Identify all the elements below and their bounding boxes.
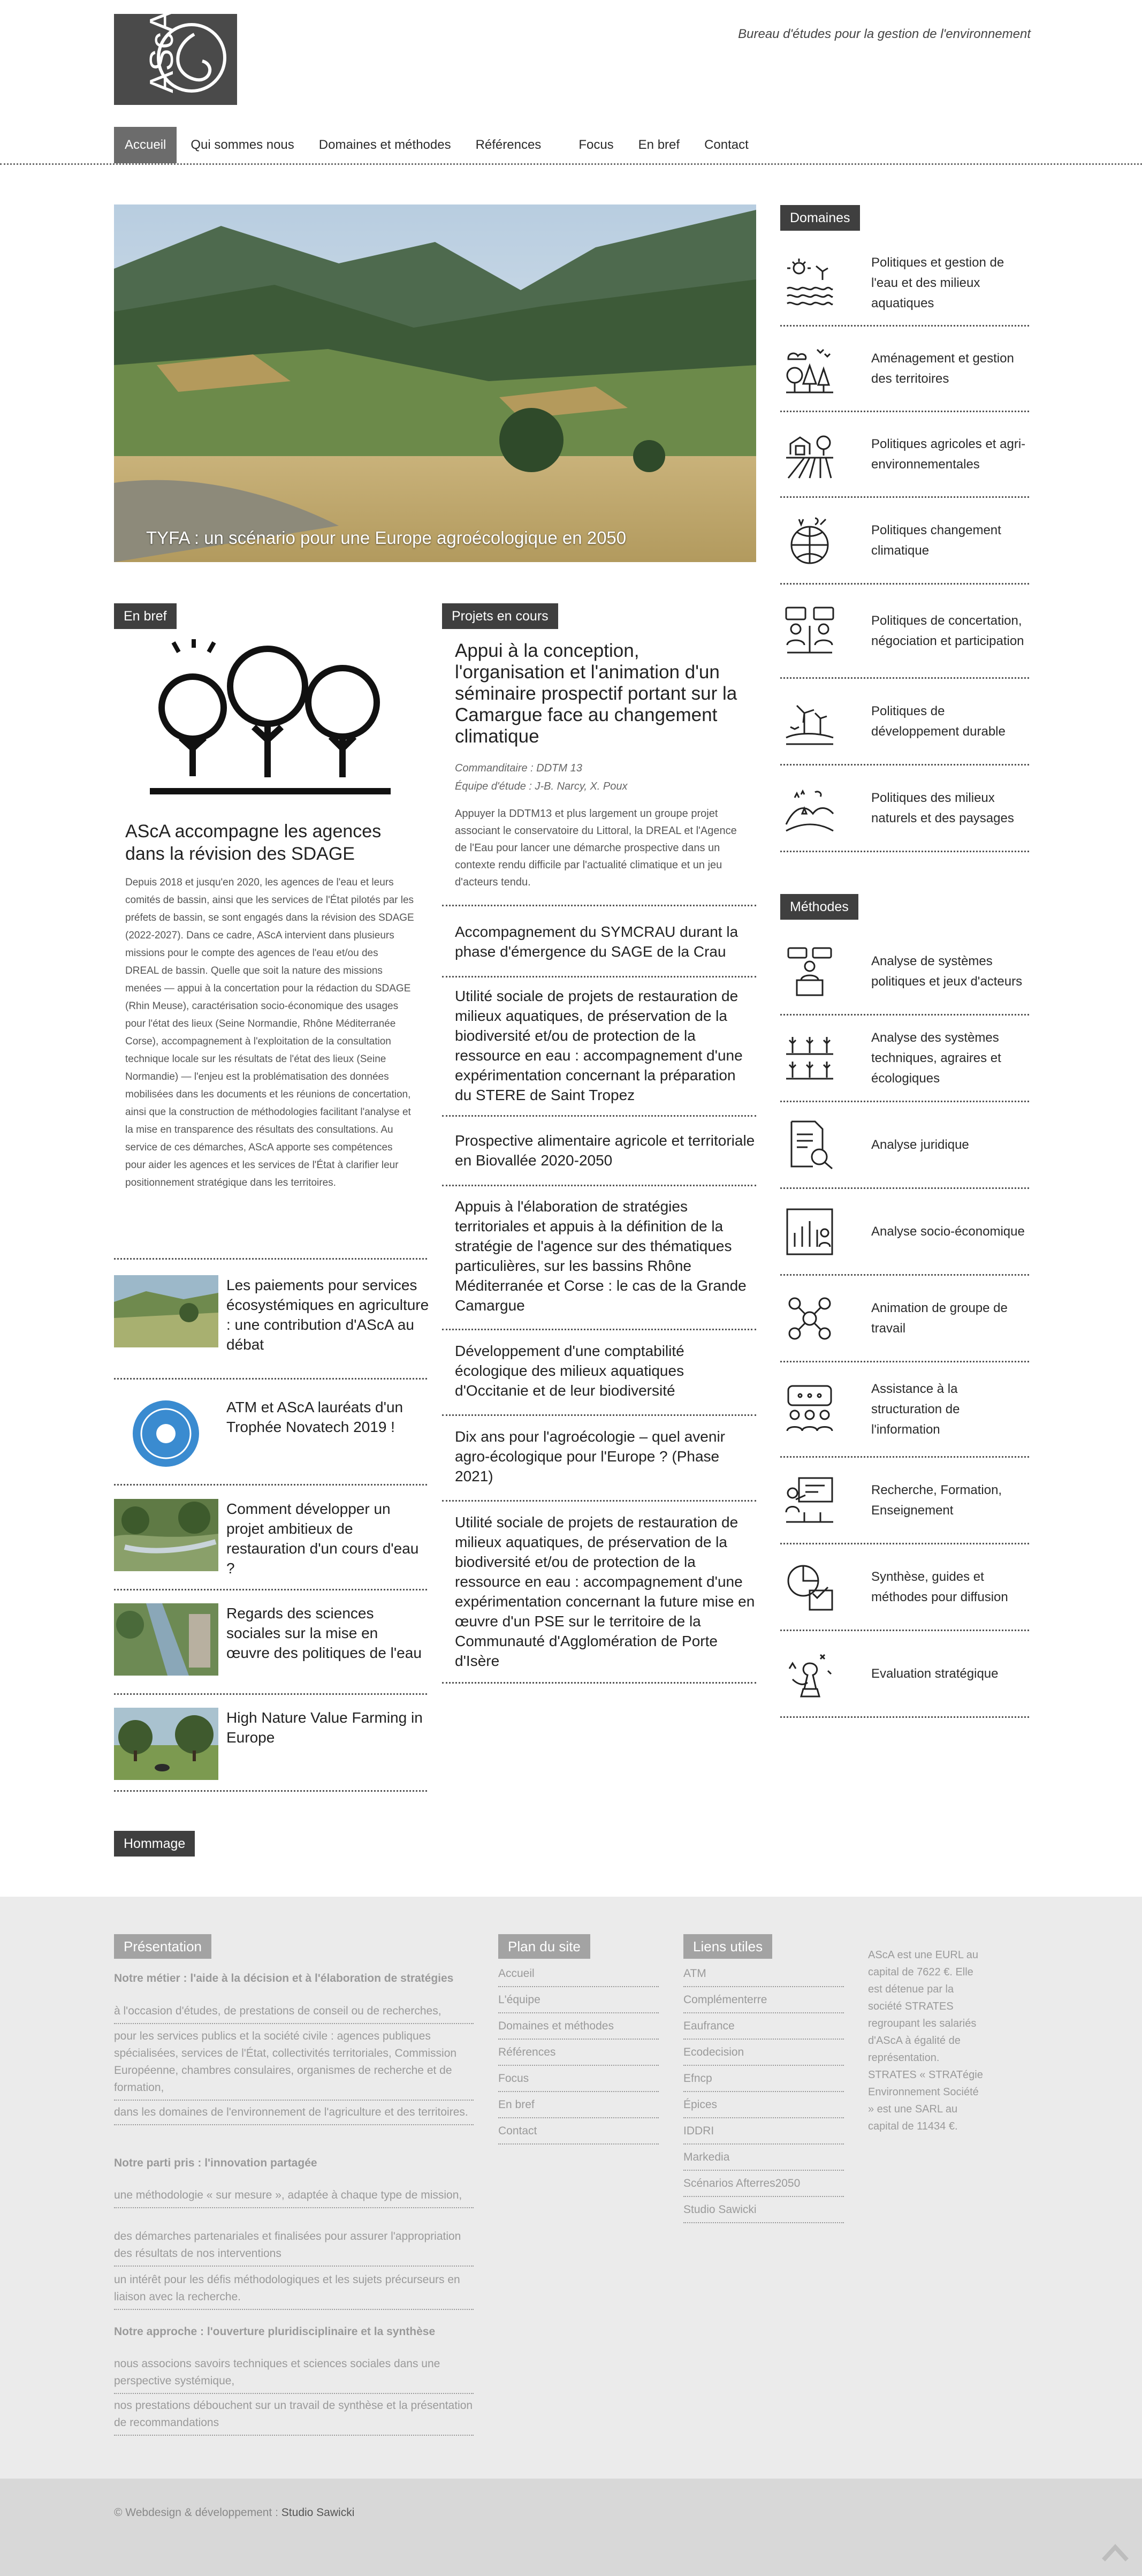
- divider: [114, 1790, 427, 1792]
- novatech-badge-thumbnail: [114, 1397, 218, 1469]
- divider: [114, 1484, 427, 1486]
- chevron-up-icon[interactable]: [1100, 2542, 1130, 2563]
- presentation-line: des démarches partenariales et finalisées pour assurer l'appropriation des résultats de nos interventions: [114, 2228, 474, 2267]
- domaine-label[interactable]: Politiques de développement durable: [871, 703, 1006, 739]
- projet-item[interactable]: Dix ans pour l'agroécologie – quel avenir agro-écologique pour l'Europe ? (Phase 2021): [442, 1427, 756, 1502]
- credit: [114, 2506, 354, 2519]
- nav-item-references[interactable]: Références: [475, 138, 542, 152]
- presentation-line: un intérêt pour les défis méthodologiques et les sujets précurseurs en liaison avec la recherche.: [114, 2271, 474, 2310]
- presentation-line: Notre parti pris : l'innovation partagée: [114, 2157, 317, 2169]
- liens-link[interactable]: ATM: [683, 1961, 844, 1987]
- network-people-icon: [780, 1286, 839, 1351]
- methode-item-socio-economique[interactable]: [780, 1189, 1029, 1276]
- chess-strategy-icon: [780, 1642, 839, 1706]
- methode-label[interactable]: Analyse socio-économique: [871, 1224, 1025, 1239]
- domaine-item-milieux-naturels[interactable]: [780, 766, 1029, 852]
- bar-chart-person-icon: [780, 1200, 839, 1264]
- domaine-label[interactable]: Politiques changement climatique: [871, 522, 1001, 558]
- projet-feature-body: Appuyer la DDTM13 et plus largement un groupe projet associant le conservatoire du Littoral, la DREAL et l'Agence de l'Eau pour lancer une démarche prospective dans un contexte rendu difficile par l'actualité climatique et un jeu d'acteurs tendu.: [455, 808, 737, 888]
- nav-item-contact[interactable]: Contact: [704, 138, 749, 152]
- domaine-item-agricoles[interactable]: [780, 412, 1029, 498]
- hommage-heading[interactable]: Hommage: [114, 1831, 195, 1857]
- liens-link[interactable]: Markedia: [683, 2145, 844, 2171]
- presentation-line: à l'occasion d'études, de prestations de conseil ou de recherches,: [114, 2003, 474, 2024]
- liens-link[interactable]: Efncp: [683, 2066, 844, 2092]
- news-item[interactable]: [114, 1275, 427, 1361]
- presentation-line: nos prestations débouchent sur un travail de synthèse et la présentation de recommandations: [114, 2397, 474, 2436]
- projets-heading: Projets en cours: [442, 603, 558, 629]
- footer-plan-heading: Plan du site: [498, 1934, 590, 1959]
- liens-link[interactable]: Complémenterre: [683, 1988, 844, 2013]
- main-nav: [114, 127, 763, 163]
- methode-item-systemes-politiques[interactable]: [780, 929, 1029, 1016]
- nav-item-accueil[interactable]: Accueil: [114, 127, 177, 163]
- plan-link-contact[interactable]: Contact: [498, 2119, 659, 2145]
- presentation-line: Notre métier : l'aide à la décision et à l'élaboration de stratégies: [114, 1972, 454, 1984]
- trees-landscape-icon: [780, 337, 839, 401]
- tagline: Bureau d'études pour la gestion de l'environnement: [738, 27, 1031, 41]
- liens-link[interactable]: Scénarios Afterres2050: [683, 2171, 844, 2197]
- news-title[interactable]: ATM et AScA lauréats d'un Trophée Novatech 2019 !: [226, 1399, 403, 1435]
- legal-note: AScA est une EURL au capital de 7622 €. Elle est détenue par la société STRATES regroupant les salariés d'AScA à égalité de représentation. STRATES « STRATégie Environnement Société » est une SARL au capital de 11434 €.: [868, 1949, 983, 2132]
- wind-energy-icon: [780, 690, 839, 754]
- nav-item-en-bref[interactable]: En bref: [638, 138, 680, 152]
- en-bref-feature-body: Depuis 2018 et jusqu'en 2020, les agences de l'eau et leurs comités de bassin, ainsi que les services de l'État pilotés par les préfets de bassin, se sont engagés dans la révision des SDAGE (2022-2027). Dans ce cadre, AScA intervient dans plusieurs missions pour le compte des agences de l'eau et/ou des DREAL de bassin. Quelle que soit la nature des missions menées — appui à la concertation pour la rédaction du SDAGE (Rhin Meuse), caractérisation socio-économique des usages pour l'état des lieux (Seine Normandie, Rhône Méditerranée Corse), accompagnement à l'exploitation de la consultation technique locale sur les résultats de l'état des lieux (Seine Normandie) — l'enjeu est la problématisation des données mobilisées dans les documents et les réunions de concertation, ainsi que la construction de méthodologies facilitant l'analyse et la mise en transparence des résultats des consultations. Au service de ces démarches, AScA apporte ses compétences pour aider les agences et les services de l'État à clarifier leur positionnement stratégique dans les territoires.: [125, 877, 414, 1188]
- methode-label[interactable]: Analyse de systèmes politiques et jeux d'acteurs: [871, 953, 1023, 989]
- liens-link[interactable]: Studio Sawicki: [683, 2198, 844, 2223]
- nav-divider: [0, 163, 1142, 165]
- news-thumbnail: [114, 1708, 218, 1780]
- projet-item[interactable]: Appuis à l'élaboration de stratégies territoriales et appuis à la définition de la stratégie de l'agence sur des thématiques particulières, sur les bassins Rhône Méditerranée et Corse : le cas de la Grande Camargue: [442, 1196, 756, 1330]
- trees-illustration: [139, 638, 401, 799]
- news-thumbnail: [114, 1499, 218, 1571]
- methode-label[interactable]: Synthèse, guides et méthodes pour diffusion: [871, 1569, 1008, 1604]
- projet-feature-title[interactable]: Appui à la conception, l'organisation et l'animation d'un séminaire prospectif portant sur la Camargue face au changement climatique: [455, 640, 737, 747]
- methodes-heading: Méthodes: [780, 894, 858, 920]
- news-title[interactable]: Regards des sciences sociales sur la mise en œuvre des politiques de l'eau: [226, 1605, 422, 1661]
- divider: [114, 1693, 427, 1695]
- domaine-label[interactable]: Politiques des milieux naturels et des paysages: [871, 790, 1014, 825]
- divider: [442, 905, 756, 906]
- news-title[interactable]: Comment développer un projet ambitieux de restauration d'un cours d'eau ?: [226, 1501, 419, 1577]
- plan-link-domaines[interactable]: Domaines et méthodes: [498, 2014, 659, 2040]
- logo[interactable]: [114, 14, 237, 105]
- plan-link-references[interactable]: Références: [498, 2040, 659, 2066]
- footer-presentation-heading: Présentation: [114, 1934, 211, 1959]
- domaine-label[interactable]: Politiques et gestion de l'eau et des milieux aquatiques: [871, 255, 1004, 310]
- hero-slide[interactable]: [114, 204, 756, 562]
- projet-item[interactable]: Accompagnement du SYMCRAU durant la phase d'émergence du SAGE de la Crau: [442, 922, 756, 978]
- methode-label[interactable]: Assistance à la structuration de l'information: [871, 1381, 960, 1437]
- footer-liens-heading: Liens utiles: [683, 1934, 772, 1959]
- projet-item[interactable]: Utilité sociale de projets de restauration de milieux aquatiques, de préservation de la biodiversité et/ou de protection de la ressource en eau : accompagnement d'une expérimentation concernant la future mise en œuvre d'un PSE sur le territoire de la Communauté d'Agglomération de Porte d'Isère: [442, 1512, 756, 1684]
- domaine-label[interactable]: Aménagement et gestion des territoires: [871, 351, 1014, 386]
- liens-link[interactable]: IDDRI: [683, 2119, 844, 2145]
- domaine-item-territoires[interactable]: [780, 327, 1029, 412]
- news-title[interactable]: Les paiements pour services écosystémiques en agriculture : une contribution d'AScA au débat: [226, 1277, 429, 1353]
- nav-item-focus[interactable]: Focus: [578, 138, 614, 152]
- plan-link-en-bref[interactable]: En bref: [498, 2093, 659, 2118]
- presentation-line: pour les services publics et la société civile : agences publiques spécialisées, services de l'État, collectivités territoriales, Commission Européenne, chambres consulaires, organismes de recherche et de formation,: [114, 2028, 474, 2101]
- liens-link[interactable]: Ecodecision: [683, 2040, 844, 2066]
- presentation-line: nous associons savoirs techniques et sciences sociales dans une perspective systémique,: [114, 2355, 474, 2394]
- news-item[interactable]: [114, 1603, 427, 1689]
- credit-link[interactable]: Studio Sawicki: [281, 2506, 355, 2519]
- news-item[interactable]: [114, 1499, 427, 1585]
- pie-report-icon: [780, 1555, 839, 1619]
- people-dialogue-icon: [780, 599, 839, 663]
- plants-grid-icon: [780, 1026, 839, 1090]
- divider: [114, 1258, 427, 1260]
- news-thumbnail: [114, 1603, 218, 1676]
- plan-link-equipe[interactable]: L'équipe: [498, 1988, 659, 2013]
- presentation-line: Notre approche : l'ouverture pluridisciplinaire et la synthèse: [114, 2325, 436, 2338]
- methode-item-recherche[interactable]: [780, 1458, 1029, 1544]
- hero-caption[interactable]: TYFA : un scénario pour une Europe agroécologique en 2050: [146, 528, 627, 548]
- methode-label[interactable]: Recherche, Formation, Enseignement: [871, 1482, 1002, 1518]
- bottom-bar: [0, 2479, 1142, 2576]
- projet-item[interactable]: Développement d'une comptabilité écologique des milieux aquatiques d'Occitanie et de leur biodiversité: [442, 1341, 756, 1416]
- farm-icon: [780, 422, 839, 487]
- liens-link[interactable]: Épices: [683, 2093, 844, 2118]
- teaching-board-icon: [780, 1468, 839, 1533]
- logo-text: AScA: [143, 14, 180, 93]
- projet-feature-meta: [455, 759, 744, 795]
- nav-item-qui-sommes-nous[interactable]: Qui sommes nous: [191, 138, 294, 152]
- methode-item-systemes-techniques[interactable]: [780, 1016, 1029, 1102]
- domaine-item-climat[interactable]: [780, 498, 1029, 585]
- news-item[interactable]: [114, 1397, 427, 1483]
- hills-landscape-icon: [780, 776, 839, 840]
- domaine-item-concertation[interactable]: [780, 585, 1029, 679]
- domaine-label[interactable]: Politiques de concertation, négociation et participation: [871, 613, 1024, 648]
- hero-landscape-image: [114, 204, 756, 562]
- methode-item-evaluation[interactable]: [780, 1631, 1029, 1718]
- presentation-line: une méthodologie « sur mesure », adaptée à chaque type de mission,: [114, 2187, 474, 2208]
- methode-label[interactable]: Animation de groupe de travail: [871, 1300, 1008, 1336]
- plan-link-accueil[interactable]: Accueil: [498, 1961, 659, 1987]
- credit-prefix: © Webdesign & développement :: [114, 2506, 278, 2519]
- globe-climate-icon: [780, 509, 839, 573]
- projet-item[interactable]: Utilité sociale de projets de restauration de milieux aquatiques, de préservation de la biodiversité et/ou de protection de la ressource en eau : accompagnement d'une expérimentation concernant la préparation du STERE de Saint Tropez: [442, 986, 756, 1117]
- methode-item-animation[interactable]: [780, 1276, 1029, 1362]
- methode-item-synthese[interactable]: [780, 1544, 1029, 1631]
- nav-item-domaines-methodes[interactable]: Domaines et méthodes: [318, 138, 451, 152]
- methode-item-juridique[interactable]: [780, 1102, 1029, 1189]
- domaines-heading: Domaines: [780, 205, 860, 231]
- domaine-item-developpement-durable[interactable]: [780, 679, 1029, 766]
- methode-label[interactable]: Analyse des systèmes techniques, agraires et écologiques: [871, 1030, 1001, 1086]
- podium-actors-icon: [780, 940, 839, 1004]
- methode-label[interactable]: Evaluation stratégique: [871, 1666, 999, 1681]
- domaine-item-eau[interactable]: [780, 241, 1029, 327]
- en-bref-feature-title[interactable]: AScA accompagne les agences dans la révision des SDAGE: [125, 821, 382, 864]
- en-bref-heading: En bref: [114, 603, 177, 629]
- news-title[interactable]: High Nature Value Farming in Europe: [226, 1709, 423, 1746]
- logo-mark: [114, 14, 237, 105]
- news-thumbnail: [114, 1275, 218, 1347]
- divider: [114, 1378, 427, 1380]
- presentation-line: dans les domaines de l'environnement de l'agriculture et des territoires.: [114, 2104, 474, 2125]
- projet-equipe: Équipe d'étude : J-B. Narcy, X. Poux: [455, 781, 628, 792]
- speech-group-icon: [780, 1377, 839, 1442]
- projet-commanditaire: Commanditaire : DDTM 13: [455, 762, 582, 774]
- plan-link-focus[interactable]: Focus: [498, 2066, 659, 2092]
- liens-link[interactable]: Eaufrance: [683, 2014, 844, 2040]
- methode-item-structuration[interactable]: [780, 1362, 1029, 1458]
- news-item[interactable]: [114, 1708, 427, 1793]
- methode-label[interactable]: Analyse juridique: [871, 1137, 969, 1152]
- divider: [114, 1589, 427, 1590]
- water-management-icon: [780, 251, 839, 315]
- projet-item[interactable]: Prospective alimentaire agricole et territoriale en Biovallée 2020-2050: [442, 1131, 756, 1186]
- domaine-label[interactable]: Politiques agricoles et agri-environnementales: [871, 436, 1026, 472]
- document-magnifier-icon: [780, 1113, 839, 1177]
